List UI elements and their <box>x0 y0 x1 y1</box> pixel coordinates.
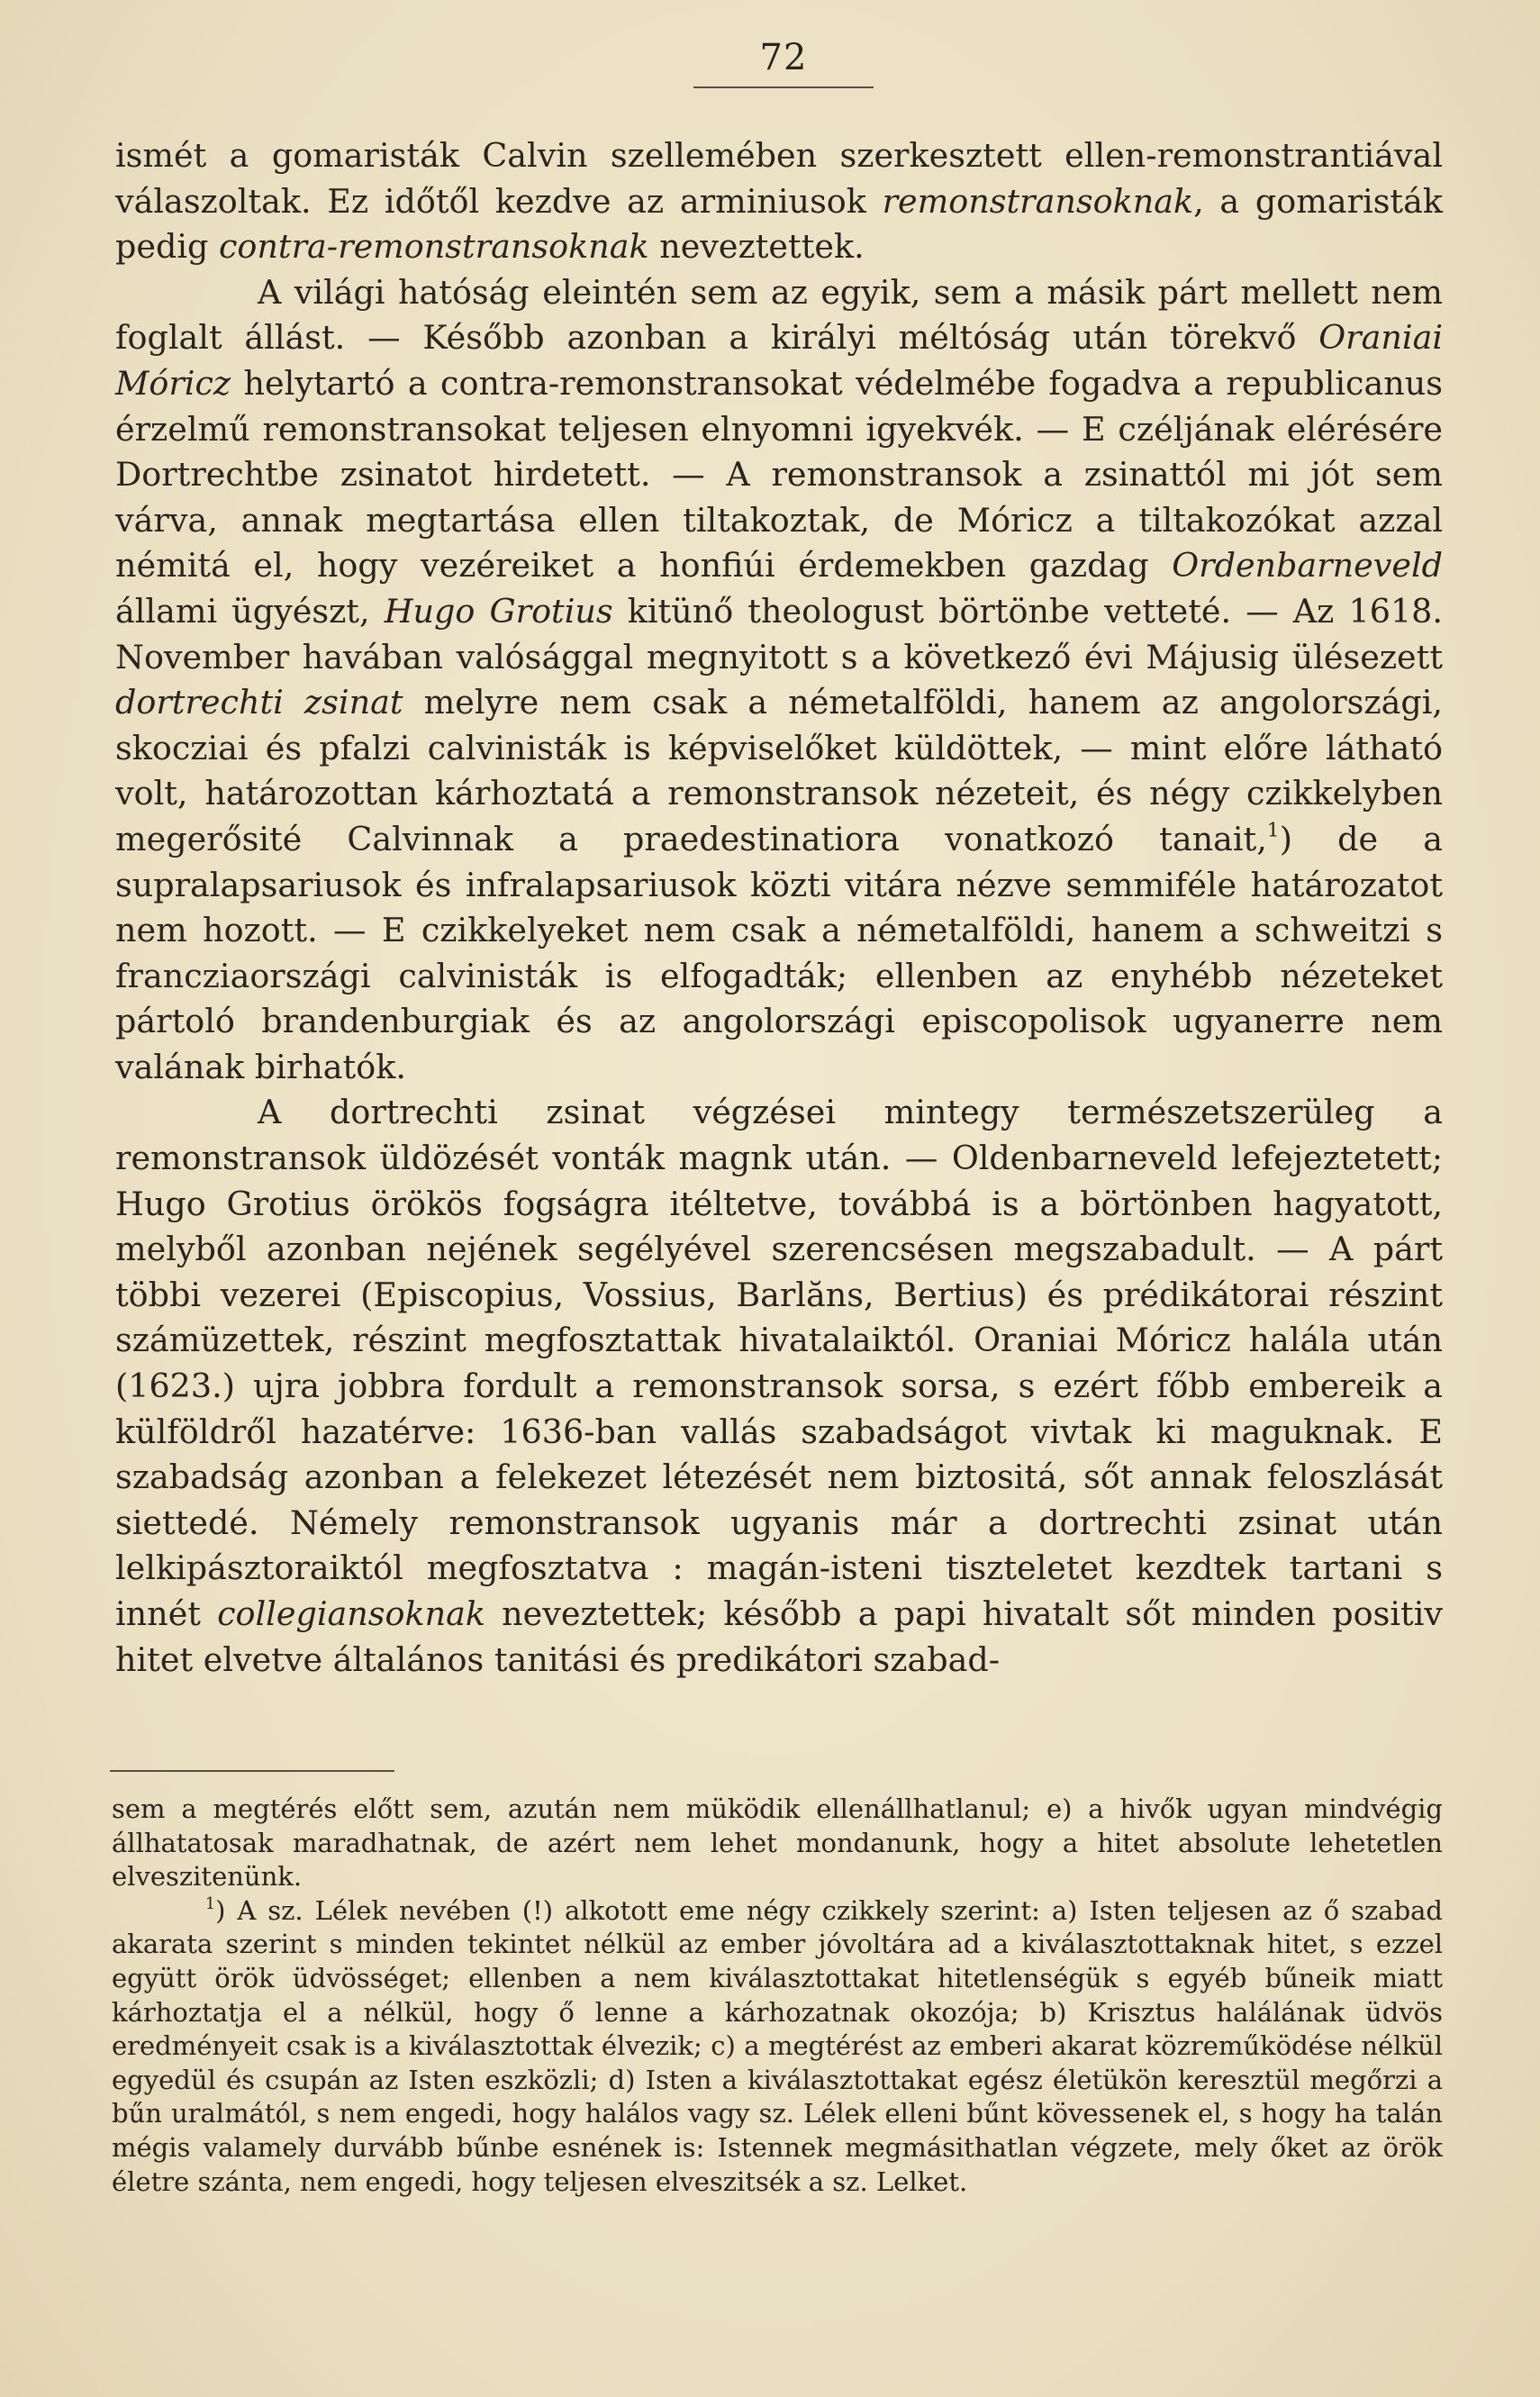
footnote-separator <box>110 1770 394 1772</box>
text-run: A világi hatóság eleintén sem az egyik, sem a másik párt mellett nem foglalt állást. — Később azonban a királyi méltóság után törekvő <box>115 272 1443 358</box>
text-run: ismét a gomaristák Calvin szellemében szerkesztett ellen-remonstrantiával válaszoltak. Ez időtől kezdve az arminiusok <box>115 136 1443 221</box>
paragraph <box>115 270 1443 1091</box>
footnote-marker: 1 <box>205 1894 216 1913</box>
italic-text: Oraniai Móricz <box>115 318 1443 403</box>
italic-text: Hugo Grotius <box>384 591 613 631</box>
footnote-paragraph <box>112 1793 1443 1894</box>
page-number: 72 <box>759 37 808 78</box>
text-run: ) de a supralapsariusok és infralapsariusok közti vitára nézve semmiféle határozatot nem hozott. — E czikkelyeket nem csak a németalföldi, hanem a schweitzi s francziaországi calvinisták is elfogadták; ellenben az enyhébb nézeteket pártoló brandenburgiak és az angolországi episcopolisok ugyanerre nem valának birhatók. <box>115 819 1443 1086</box>
italic-text: Ordenbarneveld <box>1172 546 1443 586</box>
text-run: , a gomaristák pedig <box>115 181 1443 267</box>
footnote-paragraph <box>112 1894 1443 2199</box>
text-run: helytartó a contra-remonstransokat védelmébe fogadva a republicanus érzelmű remonstransokat teljesen elnyomni igyekvék. — E czéljának elérésére Dortrechtbe zsinatot hirdetett. — A remonstransok a zsinattól mi jót sem várva, annak megtartása ellen tiltakoztak, de Móricz a tiltakozókat azzal némitá el, hogy vezéreiket a honfiúi érdemekben gazdag <box>115 363 1443 586</box>
italic-text: contra-remonstransoknak <box>218 227 649 267</box>
text-run: ) A sz. Lélek nevében (!) alkotott eme négy czikkely szerint: a) Isten teljesen az ő szabad akarata szerint s minden tekintet nélkül az ember jóvoltára ad a kiválasztottaknak hitet, s ezzel együtt örök üdvösséget; ellenben a nem kiválasztottakat hitetlenségük s egyéb bűneik miatt kárhoztatja el a nélkül, hogy ő lenne a kárhozatnak okozója; b) Krisztus halálának üdvös eredményeit csak is a kiválasztottak élvezik; c) a megtérést az emberi akarat közreműködése nélkül egyedül és csupán az Isten eszközli; d) Isten a kiválasztottakat egész életükön keresztül megőrzi a bűn uralmától, s nem engedi, hogy halálos vagy sz. Lélek elleni bűnt kövessenek el, s hogy ha talán mégis valamely durvább bűnbe esnének is: Istennek megmásithatlan végzete, mely őket az örök életre szánta, nem engedi, hogy teljesen elveszitsék a sz. Lelket. <box>112 1894 1443 2197</box>
text-run: állami ügyészt, <box>115 591 385 631</box>
text-run: melyre nem csak a németalföldi, hanem az angolországi, skocziai és pfalzi calvinisták is képviselőket küldöttek, — mint előre látható volt, határozottan kárhoztatá a remonstransok nézeteit, és négy czikkelyben megerősité Calvinnak a praedestinatiora vonatkozó tanait, <box>115 683 1444 858</box>
italic-text: remonstransoknak <box>882 181 1194 221</box>
italic-text: collegiansoknak <box>217 1594 485 1633</box>
text-run: A dortrechti zsinat végzései mintegy természetszerüleg a remonstransok üldözését vonták magnk után. — Oldenbarneveld lefejeztetett; Hugo Grotius örökös fogságra itéltetve, továbbá is a börtönben hagyatott, melyből azonban nejének segélyével szerencsésen megszabadult. — A párt többi vezerei (Episcopius, Vossius, Barlăns, Bertius) és prédikátorai részint számüzettek, részint megfosztattak hivatalaiktól. Oraniai Móricz halála után (1623.) ujra jobbra fordult a remonstransok sorsa, s ezért főbb embereik a külföldről hazatérve: 1636-ban vallás szabadságot vivtak ki maguknak. E szabadság azonban a felekezet létezését nem biztositá, sőt annak feloszlását siettedé. Némely remonstransok ugyanis már a dortrechti zsinat után lelkipásztoraiktól megfosztatva : magán-isteni tiszteletet kezdtek tartani s innét <box>115 1093 1443 1633</box>
text-run: neveztettek. <box>648 227 865 267</box>
header-rule <box>693 86 874 88</box>
italic-text: dortrechti zsinat <box>115 683 403 722</box>
text-run: kitünő theologust börtönbe vetteté. — Az 1618. November havában valósággal megnyitott s a következő évi Májusig ülésezett <box>115 591 1443 676</box>
main-text <box>115 133 1443 1683</box>
text-run: neveztettek; később a papi hivatalt sőt minden positiv hitet elvetve általános tanitási és predikátori szabad- <box>115 1594 1443 1679</box>
footnote-marker: 1 <box>1266 819 1280 842</box>
footnotes <box>112 1793 1443 2199</box>
paragraph <box>115 1090 1443 1683</box>
paragraph <box>115 133 1443 270</box>
text-run: sem a megtérés előtt sem, azután nem müködik ellenállhatlanul; e) a hivők ugyan mindvégig állhatatosak maradhatnak, de azért nem lehet mondanunk, hogy a hitet absolute lehetetlen elveszitenünk. <box>112 1793 1443 1893</box>
